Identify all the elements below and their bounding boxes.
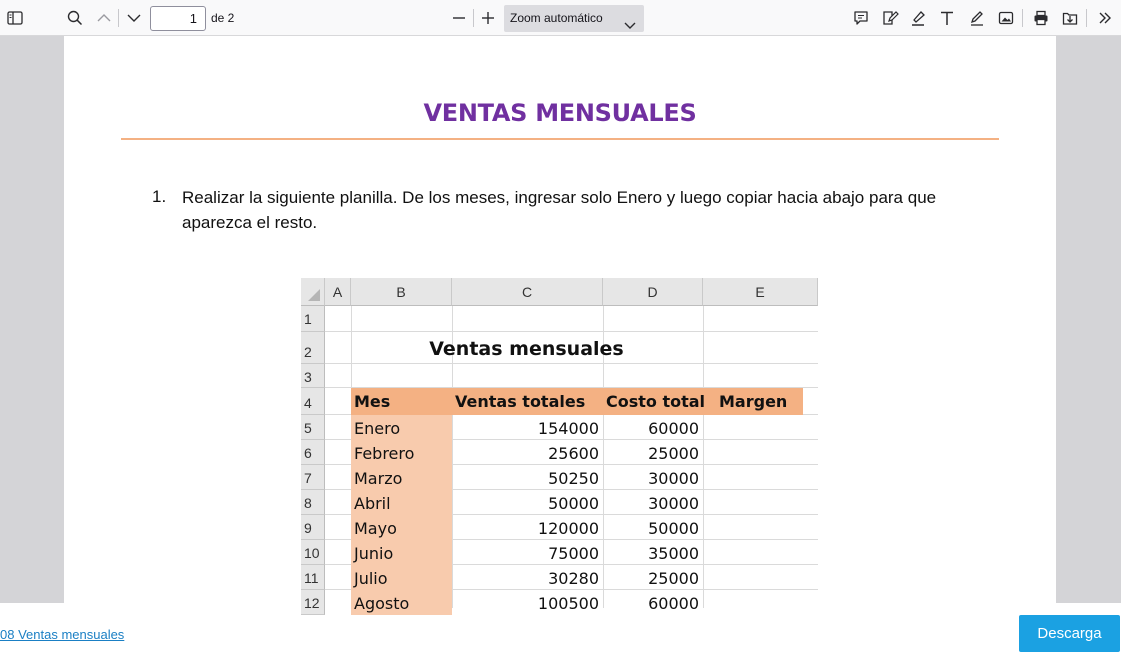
zoom-out-icon[interactable] [449, 8, 469, 28]
cost-cell: 25000 [648, 444, 699, 463]
sales-cell: 75000 [548, 544, 599, 563]
row-header: 8 [301, 490, 325, 515]
cost-cell: 50000 [648, 519, 699, 538]
chevron-up-icon[interactable] [94, 8, 114, 28]
month-cell: Agosto [354, 594, 410, 613]
signature-icon[interactable] [879, 8, 901, 28]
sidebar-icon[interactable] [4, 8, 26, 28]
grid-line [703, 306, 704, 608]
header-cell: Costo total [606, 392, 706, 411]
sales-cell: 154000 [537, 419, 599, 438]
more-tools-icon[interactable] [1094, 8, 1116, 28]
row-header: 4 [301, 388, 325, 415]
cost-cell: 25000 [648, 569, 699, 588]
row-header: 10 [301, 540, 325, 565]
row-header: 7 [301, 465, 325, 490]
sales-cell: 120000 [537, 519, 599, 538]
row-header: 12 [301, 590, 325, 615]
row-header: 9 [301, 515, 325, 540]
list-item-text: Realizar la siguiente planilla. De los meses, ingresar solo Enero y luego copiar hacia abajo para que aparezca el resto. [182, 188, 937, 232]
cost-cell: 30000 [648, 494, 699, 513]
text-icon[interactable] [936, 8, 958, 28]
save-icon[interactable] [1059, 8, 1081, 28]
pdf-toolbar [0, 0, 1121, 36]
month-cell: Abril [354, 494, 391, 513]
zoom-select-label: Zoom automático [510, 11, 603, 25]
zoom-select[interactable] [504, 5, 644, 32]
sheet-title: Ventas mensuales [429, 338, 624, 360]
pdf-page [64, 36, 1056, 613]
comment-icon[interactable] [850, 8, 872, 28]
title-underline [121, 138, 999, 140]
sales-cell: 50250 [548, 469, 599, 488]
image-icon[interactable] [995, 8, 1017, 28]
month-cell: Julio [354, 569, 388, 588]
header-cell: Margen [719, 392, 788, 411]
sales-cell: 100500 [537, 594, 599, 613]
toolbar-separator [118, 9, 119, 27]
month-cell: Marzo [354, 469, 403, 488]
highlight-icon[interactable] [907, 8, 929, 28]
row-header: 3 [301, 364, 325, 388]
grid-line [325, 363, 818, 364]
column-header: C [452, 278, 603, 306]
month-cell: Febrero [354, 444, 415, 463]
row-header: 1 [301, 306, 325, 332]
toolbar-separator [1086, 9, 1087, 27]
page-number-input[interactable]: 1 [150, 6, 206, 31]
search-icon[interactable] [64, 8, 86, 28]
grid-line [325, 331, 818, 332]
sales-cell: 30280 [548, 569, 599, 588]
document-viewer[interactable] [0, 36, 1121, 613]
zoom-in-icon[interactable] [478, 8, 498, 28]
sales-cell: 25600 [548, 444, 599, 463]
toolbar-separator [473, 9, 474, 27]
column-header: D [603, 278, 703, 306]
print-icon[interactable] [1030, 8, 1052, 28]
sales-cell: 50000 [548, 494, 599, 513]
column-header: E [703, 278, 818, 306]
list-item-number: 1. [152, 187, 167, 206]
toolbar-separator [1022, 9, 1023, 27]
draw-icon[interactable] [966, 8, 988, 28]
month-cell: Junio [354, 544, 394, 563]
header-cell: Ventas totales [455, 392, 586, 411]
cost-cell: 60000 [648, 419, 699, 438]
cost-cell: 60000 [648, 594, 699, 613]
column-header: B [351, 278, 452, 306]
file-link[interactable]: 08 Ventas mensuales [0, 627, 125, 642]
row-header: 2 [301, 332, 325, 364]
select-all-corner [301, 278, 325, 306]
document-title: VENTAS MENSUALES [423, 99, 697, 127]
chevron-down-icon[interactable] [124, 8, 144, 28]
cost-cell: 35000 [648, 544, 699, 563]
download-button[interactable]: Descarga [1019, 615, 1120, 652]
column-header: A [325, 278, 351, 306]
row-header: 6 [301, 440, 325, 465]
spreadsheet-image [301, 278, 818, 613]
page-count-label: de 2 [211, 11, 235, 25]
month-cell: Mayo [354, 519, 397, 538]
header-cell: Mes [354, 392, 391, 411]
row-header: 11 [301, 565, 325, 590]
month-cell: Enero [354, 419, 401, 438]
cost-cell: 30000 [648, 469, 699, 488]
row-header: 5 [301, 415, 325, 440]
